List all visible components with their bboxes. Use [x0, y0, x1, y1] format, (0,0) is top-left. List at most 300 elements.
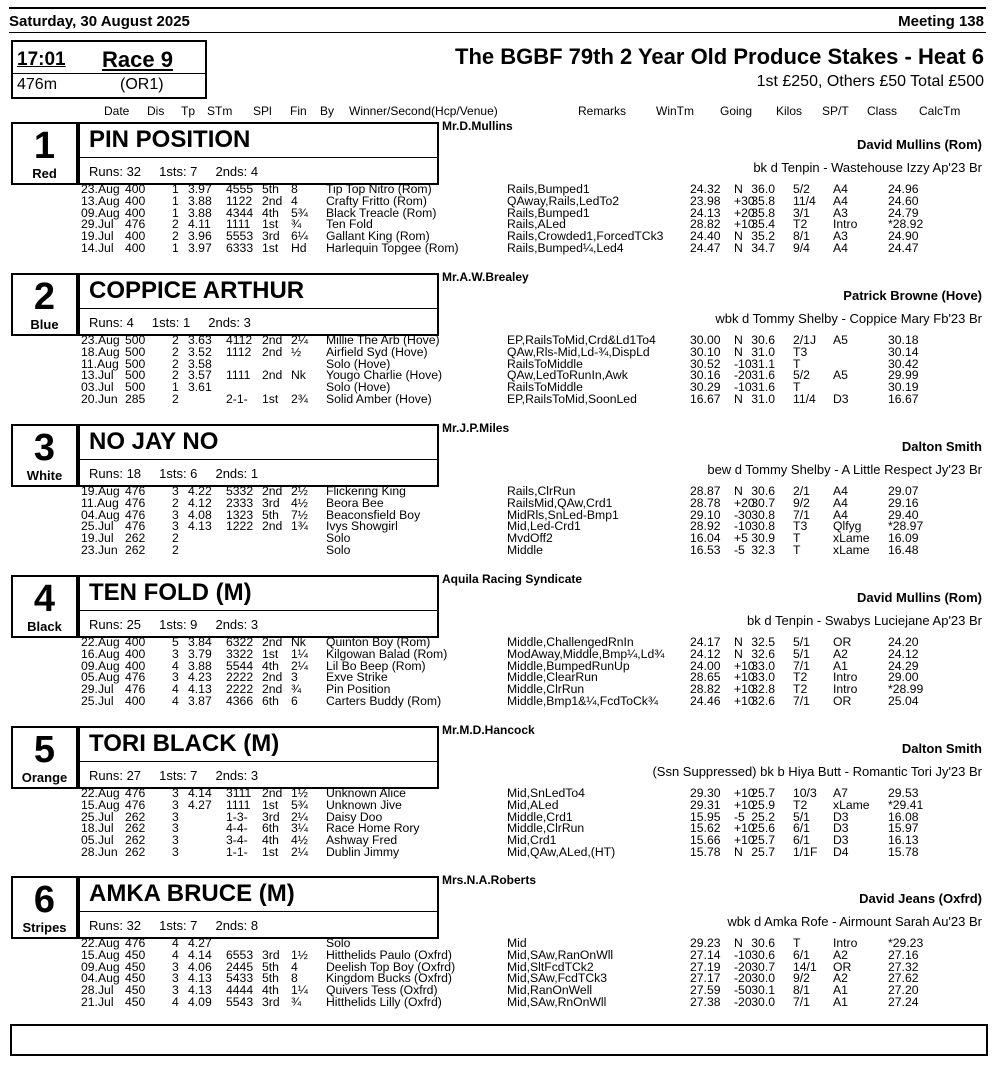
- dog-firsts: 1sts: 7: [159, 164, 198, 179]
- form-going: +10: [734, 833, 755, 848]
- col-header-remarks: Remarks: [578, 104, 627, 118]
- form-spl: 1122: [226, 193, 253, 208]
- form-going: -20: [734, 368, 752, 383]
- dog-record: [89, 617, 258, 632]
- form-date: 23.Jun: [81, 542, 118, 557]
- form-dis: 400: [125, 658, 146, 673]
- form-wintm: 27.38: [690, 994, 721, 1009]
- form-dis: 400: [125, 635, 146, 649]
- form-remarks: Mid,RanOnWell: [507, 983, 593, 998]
- form-winner-second: Gallant King (Rom): [326, 229, 430, 244]
- form-kilos: 30.1: [751, 983, 775, 998]
- form-fin: 2nd: [262, 193, 283, 208]
- dog-breeding: wbk d Amka Rofe - Airmount Sarah Au'23 Br: [727, 914, 982, 929]
- form-fin: 1st: [262, 217, 279, 232]
- form-spl: 2222: [226, 682, 254, 697]
- form-tp: 2: [172, 391, 179, 406]
- form-dis: 476: [125, 786, 146, 800]
- form-by: Nk: [291, 368, 306, 383]
- form-tp: 1: [172, 182, 179, 196]
- form-class: 15.78: [888, 844, 919, 859]
- name-divider: [80, 610, 437, 611]
- form-sp-t-weight: T3: [793, 344, 808, 359]
- col-header-tp: Tp: [181, 104, 196, 118]
- form-tp: 2: [172, 333, 179, 347]
- form-going: N: [734, 844, 743, 859]
- form-class: 27.16: [888, 947, 919, 962]
- form-tp: 4: [172, 936, 179, 950]
- form-winner-second: Solid Amber (Hove): [326, 391, 432, 406]
- form-going: -5: [734, 542, 745, 557]
- form-class: 29.40: [888, 507, 919, 522]
- form-dis: 476: [125, 484, 146, 498]
- form-class: 24.60: [888, 193, 919, 208]
- form-sp-t-weight: T2: [793, 797, 808, 812]
- form-class: 29.53: [888, 786, 919, 800]
- form-spl: 4344: [226, 205, 254, 220]
- form-dis: 400: [125, 182, 146, 196]
- form-sp-t-weight: 11/4: [793, 193, 816, 208]
- form-winner-second: Ashway Fred: [326, 833, 398, 848]
- form-fin: 3rd: [262, 947, 280, 962]
- form-remarks: Mid: [507, 936, 527, 950]
- form-wintm: 24.12: [690, 646, 721, 661]
- form-sp-t-weight: 7/1: [793, 658, 810, 673]
- form-stm: 4.27: [188, 797, 212, 812]
- form-wintm: 28.87: [690, 484, 721, 498]
- form-spl: 2333: [226, 495, 254, 510]
- form-sp: A3: [833, 205, 848, 220]
- form-sp: Intro: [833, 936, 858, 950]
- form-by: 4½: [291, 833, 308, 848]
- form-remarks: Rails,Bumped1: [507, 205, 590, 220]
- form-remarks: QAw,LedToRunIn,Awk: [507, 368, 628, 383]
- form-remarks: EP,RailsToMid,Crd&Ld1To4: [507, 333, 656, 347]
- form-dis: 476: [125, 519, 146, 534]
- form-kilos: 32.5: [751, 635, 775, 649]
- form-row: [0, 542, 994, 557]
- form-sp: xLame: [833, 542, 870, 557]
- form-by: 1½: [291, 786, 308, 800]
- form-dis: 500: [125, 333, 146, 347]
- dog-name-box: [78, 424, 439, 487]
- trap-colour: White: [26, 468, 63, 483]
- form-tp: 3: [172, 971, 179, 986]
- form-date: 15.Aug: [81, 797, 120, 812]
- dog-firsts: 1sts: 9: [159, 617, 198, 632]
- form-remarks: Mid,Crd1: [507, 833, 557, 848]
- form-fin: 2nd: [262, 635, 283, 649]
- trap-colour: Red: [32, 166, 57, 181]
- form-winner-second: Race Home Rory: [326, 821, 420, 836]
- form-row: [0, 370, 994, 382]
- form-dis: 262: [125, 542, 146, 557]
- form-date: 09.Aug: [81, 658, 120, 673]
- form-spl: 3322: [226, 646, 254, 661]
- form-tp: 5: [172, 635, 179, 649]
- form-sp: D4: [833, 844, 849, 859]
- form-by: 1¼: [291, 983, 308, 998]
- form-remarks: Rails,Bumped¼,Led4: [507, 240, 624, 255]
- form-kilos: 30.6: [751, 333, 775, 347]
- form-remarks: Rails,Crowded1,ForcedTCk3: [507, 229, 664, 244]
- form-sp: Intro: [833, 217, 858, 232]
- form-spl: 6553: [226, 947, 254, 962]
- form-dis: 476: [125, 217, 146, 232]
- form-kilos: 30.7: [751, 959, 775, 974]
- form-spl: 1111: [226, 217, 251, 232]
- form-class: *29.41: [888, 797, 924, 812]
- form-lines: [0, 486, 994, 557]
- form-tp: 2: [172, 217, 179, 232]
- form-kilos: 25.6: [751, 821, 775, 836]
- dog-name-box: [78, 726, 439, 789]
- form-sp: A2: [833, 971, 848, 986]
- form-kilos: 36.0: [751, 182, 775, 196]
- form-sp: A2: [833, 947, 848, 962]
- form-sp: xLame: [833, 797, 870, 812]
- form-sp: D3: [833, 833, 849, 848]
- form-winner-second: Dublin Jimmy: [326, 844, 400, 859]
- dog-seconds: 2nds: 8: [215, 918, 259, 933]
- form-tp: 2: [172, 495, 179, 510]
- form-dis: 400: [125, 229, 146, 244]
- form-sp: A4: [833, 193, 848, 208]
- form-by: Hd: [291, 240, 307, 255]
- form-kilos: 32.3: [751, 542, 775, 557]
- form-class: 29.07: [888, 484, 919, 498]
- form-kilos: 30.8: [751, 507, 775, 522]
- form-stm: 3.88: [188, 658, 212, 673]
- form-sp-t-weight: 5/2: [793, 182, 810, 196]
- trap-number: 3: [33, 427, 56, 469]
- form-tp: 4: [172, 947, 179, 962]
- form-dis: 285: [125, 391, 146, 406]
- form-remarks: Mid,ALed: [507, 797, 559, 812]
- form-by: 6: [291, 693, 298, 708]
- form-wintm: 29.23: [690, 936, 721, 950]
- form-wintm: 24.13: [690, 205, 721, 220]
- form-fin: 1st: [262, 391, 279, 406]
- form-sp: A5: [833, 368, 848, 383]
- form-date: 04.Aug: [81, 971, 120, 986]
- trap-number: 4: [33, 578, 56, 620]
- form-kilos: 35.4: [751, 217, 775, 232]
- form-winner-second: Black Treacle (Rom): [326, 205, 437, 220]
- form-date: 28.Jun: [81, 844, 118, 859]
- form-wintm: 28.65: [690, 670, 721, 685]
- col-header-spt: SP/T: [822, 104, 849, 118]
- form-tp: 3: [172, 809, 179, 824]
- form-kilos: 32.6: [751, 646, 775, 661]
- form-class: 24.90: [888, 229, 919, 244]
- form-spl: 5433: [226, 971, 254, 986]
- form-sp-t-weight: 8/1: [793, 229, 810, 244]
- dog-breeding: bk d Tenpin - Swabys Luciejane Ap'23 Br: [747, 613, 982, 628]
- col-header-winner-second: Winner/Second(Hcp/Venue): [349, 104, 498, 118]
- form-by: 7½: [291, 507, 308, 522]
- form-remarks: RailsMid,QAw,Crd1: [507, 495, 613, 510]
- form-sp-t-weight: 6/1: [793, 833, 810, 848]
- race-time: 17:01: [17, 49, 66, 70]
- form-wintm: 27.17: [690, 971, 721, 986]
- trap-box: [11, 273, 78, 336]
- dog-seconds: 2nds: 4: [215, 164, 259, 179]
- dog-name-box: [78, 122, 439, 185]
- form-tp: 1: [172, 205, 179, 220]
- form-tp: 2: [172, 356, 179, 371]
- form-date: 22.Aug: [81, 786, 120, 800]
- form-dis: 476: [125, 936, 146, 950]
- dog-runs: Runs: 27: [89, 768, 142, 783]
- form-date: 23.Aug: [81, 182, 120, 196]
- form-stm: 3.57: [188, 368, 212, 383]
- form-dis: 450: [125, 947, 146, 962]
- form-going: N: [734, 646, 743, 661]
- top-rule: [9, 7, 986, 9]
- form-sp-t-weight: 2/1J: [793, 333, 817, 347]
- form-remarks: MidRls,SnLed-Bmp1: [507, 507, 619, 522]
- col-header-calctm: CalcTm: [919, 104, 961, 118]
- form-dis: 476: [125, 797, 146, 812]
- form-class: 27.20: [888, 983, 919, 998]
- form-class: *28.92: [888, 217, 924, 232]
- form-by: 1¼: [291, 646, 308, 661]
- dog-owner: Mr.J.P.Miles: [442, 421, 510, 435]
- form-stm: 4.12: [188, 495, 212, 510]
- form-winner-second: Unknown Jive: [326, 797, 402, 812]
- form-sp: Intro: [833, 682, 858, 697]
- form-kilos: 30.8: [751, 519, 775, 534]
- form-dis: 262: [125, 833, 146, 848]
- form-kilos: 31.1: [751, 356, 775, 371]
- form-going: -30: [734, 507, 752, 522]
- form-winner-second: Beaconsfield Boy: [326, 507, 421, 522]
- form-date: 13.Aug: [81, 193, 120, 208]
- trap-box: [11, 575, 78, 638]
- form-by: 5¾: [291, 205, 308, 220]
- form-spl: 4366: [226, 693, 254, 708]
- form-date: 29.Jul: [81, 217, 114, 232]
- form-stm: 3.97: [188, 182, 212, 196]
- form-winner-second: Tip Top Nitro (Rom): [326, 182, 432, 196]
- form-class: *28.99: [888, 682, 924, 697]
- dog-card-trap-4: [0, 572, 994, 725]
- form-winner-second: Unknown Alice: [326, 786, 406, 800]
- form-remarks: Middle,ClearRun: [507, 670, 598, 685]
- form-fin: 3rd: [262, 994, 280, 1009]
- form-sp-t-weight: 9/2: [793, 495, 810, 510]
- dog-owner: Mr.M.D.Hancock: [442, 723, 535, 737]
- form-going: +10: [734, 797, 755, 812]
- form-class: 27.24: [888, 994, 919, 1009]
- form-class: 15.97: [888, 821, 919, 836]
- form-winner-second: Solo (Hove): [326, 356, 391, 371]
- form-sp-t-weight: T: [793, 356, 801, 371]
- form-spl: 5544: [226, 658, 254, 673]
- dog-card-trap-6: [0, 873, 994, 1026]
- dog-trainer: David Jeans (Oxfrd): [859, 891, 982, 906]
- header-rule: [9, 32, 986, 33]
- form-dis: 262: [125, 531, 146, 546]
- form-going: N: [734, 333, 743, 347]
- form-going: -20: [734, 959, 752, 974]
- form-winner-second: Hitthelids Lilly (Oxfrd): [326, 994, 442, 1009]
- form-fin: 2nd: [262, 333, 283, 347]
- form-kilos: 32.6: [751, 693, 775, 708]
- form-wintm: 24.47: [690, 240, 721, 255]
- name-divider: [80, 308, 437, 309]
- form-sp: A4: [833, 484, 848, 498]
- form-fin: 4th: [262, 205, 279, 220]
- form-date: 28.Jul: [81, 983, 114, 998]
- form-spl: 1222: [226, 519, 254, 534]
- form-wintm: 16.67: [690, 391, 721, 406]
- form-going: +20: [734, 495, 755, 510]
- form-dis: 476: [125, 682, 146, 697]
- form-kilos: 32.8: [751, 682, 775, 697]
- form-going: -10: [734, 947, 752, 962]
- form-going: N: [734, 484, 743, 498]
- form-remarks: Rails,ALed: [507, 217, 566, 232]
- form-kilos: 30.0: [751, 994, 775, 1009]
- form-by: 8: [291, 182, 298, 196]
- form-dis: 476: [125, 495, 146, 510]
- form-remarks: Middle,Bmp1&¼,FcdToCk¾: [507, 693, 659, 708]
- form-wintm: 24.46: [690, 693, 721, 708]
- form-stm: 4.14: [188, 786, 212, 800]
- form-sp: OR: [833, 959, 852, 974]
- form-stm: 4.23: [188, 670, 212, 685]
- form-class: 24.79: [888, 205, 919, 220]
- form-by: 6¼: [291, 229, 308, 244]
- form-date: 03.Jul: [81, 380, 114, 395]
- form-fin: 5th: [262, 507, 279, 522]
- dog-runs: Runs: 32: [89, 164, 142, 179]
- form-going: +10: [734, 786, 755, 800]
- form-remarks: Mid,SnLedTo4: [507, 786, 585, 800]
- form-stm: 3.52: [188, 344, 212, 359]
- form-winner-second: Quivers Tess (Oxfrd): [326, 983, 438, 998]
- form-tp: 1: [172, 240, 179, 255]
- form-class: 29.16: [888, 495, 919, 510]
- form-kilos: 25.7: [751, 833, 775, 848]
- form-going: -20: [734, 971, 752, 986]
- form-tp: 2: [172, 531, 179, 546]
- form-going: -5: [734, 809, 745, 824]
- dog-runs: Runs: 18: [89, 466, 142, 481]
- form-sp: D3: [833, 809, 849, 824]
- dog-owner: Mr.D.Mullins: [442, 119, 513, 133]
- form-sp-t-weight: 2/1: [793, 484, 810, 498]
- form-by: 4: [291, 193, 298, 208]
- col-header-fin: Fin: [290, 104, 307, 118]
- form-spl: 2-1-: [226, 391, 248, 406]
- form-fin: 2nd: [262, 368, 283, 383]
- form-date: 05.Jul: [81, 833, 114, 848]
- form-spl: 5332: [226, 484, 254, 498]
- form-wintm: 30.52: [690, 356, 721, 371]
- form-stm: 4.27: [188, 936, 212, 950]
- form-dis: 476: [125, 507, 146, 522]
- trap-box: [11, 726, 78, 789]
- form-tp: 3: [172, 833, 179, 848]
- form-class: 25.04: [888, 693, 919, 708]
- dog-firsts: 1sts: 6: [159, 466, 198, 481]
- form-winner-second: Solo: [326, 542, 351, 557]
- form-going: +10: [734, 821, 755, 836]
- col-header-stm: STm: [207, 104, 233, 118]
- form-sp-t-weight: 3/1: [793, 205, 810, 220]
- form-going: -20: [734, 994, 752, 1009]
- form-row: [0, 391, 994, 406]
- form-class: *29.23: [888, 936, 924, 950]
- dog-breeding: bk d Tenpin - Wastehouse Izzy Ap'23 Br: [753, 160, 982, 175]
- dog-name-box: [78, 273, 439, 336]
- form-class: 16.13: [888, 833, 919, 848]
- form-by: 2¾: [291, 391, 308, 406]
- form-remarks: Middle,BumpedRunUp: [507, 658, 630, 673]
- form-wintm: 30.10: [690, 344, 721, 359]
- form-wintm: 16.04: [690, 531, 721, 546]
- form-fin: 4th: [262, 833, 279, 848]
- form-dis: 400: [125, 693, 146, 708]
- form-class: 30.18: [888, 333, 919, 347]
- form-tp: 2: [172, 344, 179, 359]
- form-dis: 400: [125, 646, 146, 661]
- dog-card-trap-1: [0, 119, 994, 272]
- form-going: +10: [734, 693, 755, 708]
- dog-trainer: Patrick Browne (Hove): [843, 288, 982, 303]
- form-kilos: 33.0: [751, 670, 775, 685]
- dog-name: TORI BLACK (M): [89, 730, 280, 757]
- form-remarks: ModAway,Middle,Bmp¼,Ld¾: [507, 646, 665, 661]
- form-sp-t-weight: 5/1: [793, 646, 810, 661]
- form-going: +10: [734, 217, 755, 232]
- form-winner-second: Kingdom Bucks (Oxfrd): [326, 971, 452, 986]
- form-remarks: RailsToMiddle: [507, 380, 583, 395]
- form-by: 2¼: [291, 844, 308, 859]
- form-date: 23.Aug: [81, 333, 120, 347]
- meeting-number: Meeting 138: [898, 13, 984, 30]
- form-remarks: Rails,Bumped1: [507, 182, 590, 196]
- form-fin: 6th: [262, 821, 279, 836]
- form-dis: 500: [125, 380, 146, 395]
- form-date: 09.Aug: [81, 205, 120, 220]
- dog-trainer: David Mullins (Rom): [857, 590, 982, 605]
- form-kilos: 35.8: [751, 193, 775, 208]
- form-stm: 3.97: [188, 240, 212, 255]
- race-number: Race 9: [102, 47, 173, 72]
- form-wintm: 29.30: [690, 786, 721, 800]
- form-winner-second: Ten Fold: [326, 217, 373, 232]
- form-stm: 3.79: [188, 646, 212, 661]
- form-remarks: RailsToMiddle: [507, 356, 583, 371]
- form-wintm: 15.78: [690, 844, 721, 859]
- trap-number: 1: [33, 125, 56, 167]
- form-fin: 3rd: [262, 229, 280, 244]
- form-sp-t-weight: T: [793, 531, 801, 546]
- form-tp: 1: [172, 380, 179, 395]
- form-lines: [0, 637, 994, 708]
- form-sp-t-weight: 11/4: [793, 391, 816, 406]
- dog-card-trap-5: [0, 723, 994, 876]
- form-winner-second: Carters Buddy (Rom): [326, 693, 442, 708]
- form-class: 16.67: [888, 391, 919, 406]
- form-tp: 3: [172, 786, 179, 800]
- form-by: 5¾: [291, 797, 308, 812]
- form-spl: 2222: [226, 670, 254, 685]
